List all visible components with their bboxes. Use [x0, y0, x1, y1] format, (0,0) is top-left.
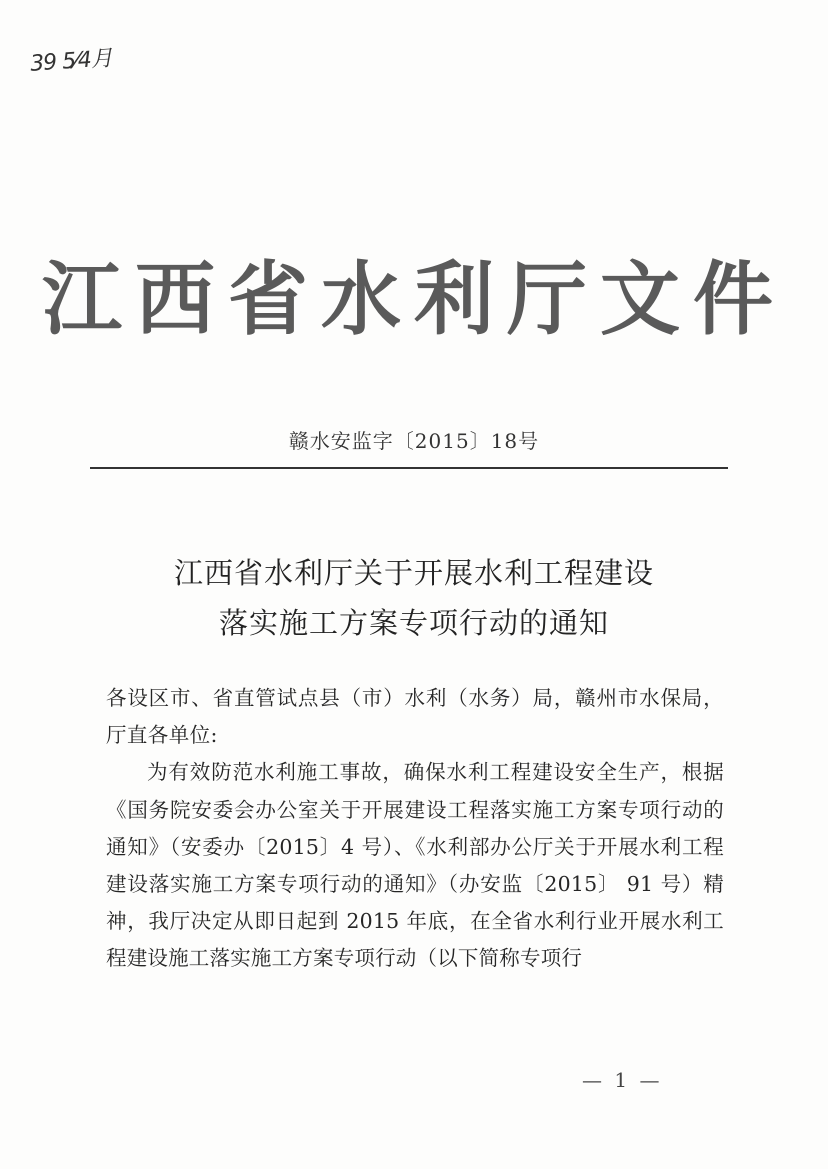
salutation: 各设区市、省直管试点县（市）水利（水务）局，赣州市水保局，厅直各单位: — [106, 686, 724, 748]
body-paragraph-1: 为有效防范水利施工事故，确保水利工程建设安全生产，根据《国务院安委会办公室关于开展建设工程落实施工方案专项行动的通知》（安委办〔2015〕4 号）、《水利部办公厅关于开展水利工程建设落实施工方案专项行动的通知》（办安监〔2015〕 91 号）精神，我厅决定从即日起到 2015 年底，在全省水利行业开展水利工程建设施工落实施工方案专项行动（以下简称专项行 — [106, 760, 724, 971]
header-divider — [90, 467, 728, 469]
document-body — [106, 680, 724, 978]
page-number: — 1 — — [582, 1068, 663, 1092]
handwritten-note: 39 5⁄4月 — [29, 46, 113, 77]
document-title — [0, 548, 828, 648]
issuing-authority-header: 江西省水利厅文件 — [42, 253, 786, 346]
document-title-line-2: 落实施工方案专项行动的通知 — [218, 606, 609, 640]
document-number: 赣水安监字〔2015〕18号 — [288, 429, 540, 453]
document-title-line-1: 江西省水利厅关于开展水利工程建设 — [173, 556, 654, 590]
